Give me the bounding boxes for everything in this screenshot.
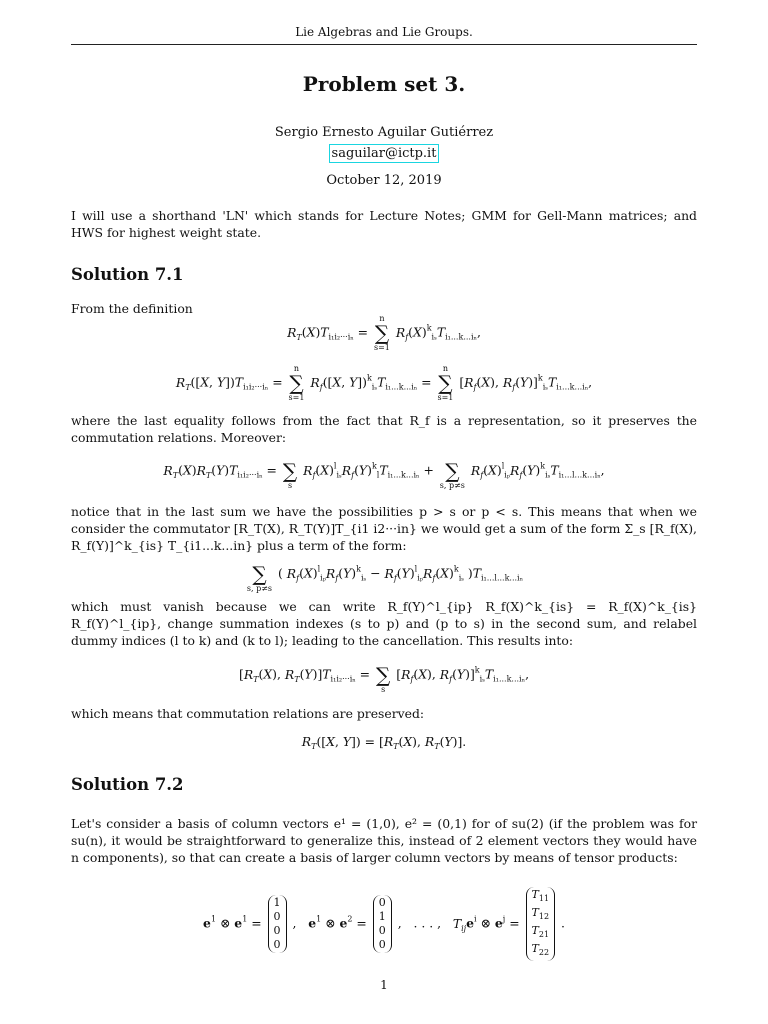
sum-symbol: ∑ s, p≠s	[439, 459, 465, 490]
paragraph-basis: Let's consider a basis of column vectors e¹ = (1,0), e² = (0,1) for of su(2) (if the problem was for su(n), it would be straightforward to generalize this, instead of 2 element vectors they would have n components), so that can create a basis of larger column vectors by means of tensor products:	[71, 816, 697, 865]
email-link[interactable]: saguilar@ictp.it	[329, 144, 440, 163]
sum-symbol: ∑ s	[282, 459, 298, 490]
email-container	[0, 142, 768, 163]
column-vector: 0 1 0 0	[373, 895, 392, 953]
paragraph-representation: where the last equality follows from the fact that R_f is a representation, so it preserves the commutation relations. Moreover:	[71, 413, 697, 445]
equation-tensor-basis: $e^1$ ⊗ $e^1 = 1$ 0 0 0 , $e^1$ ⊗ $e^2 = 0$ 1 0 0 , . . . , $T_{ij}e^i$ ⊗ $e^j = T_{11}$ $T_{12}$ $T_{21}$ $T_{22}$ .	[71, 887, 697, 961]
author-name: Sergio Ernesto Aguilar Gutiérrez	[274, 125, 494, 140]
equation-2: $R_T([X$, $Y])T_{i_1i_2\cdot\cdot\cdot i_n}$ = n ∑ s=1 $R_f([X$, $Y])^k_{i_s}T_{i_1...k...i_n}$ = n ∑ s=1 [$R_f(X)$, $R_f(Y)]^k_{i_s}T_{i_1...k...i_n}$,	[175, 364, 593, 402]
equation-6: $R_T([X$, $Y]) = [R_T(X)$, $R_T(Y)$].	[301, 734, 467, 751]
section-heading-7-1: Solution 7.1	[71, 265, 184, 284]
paragraph-cancellation: which must vanish because we can write R_f(Y)^l_{ip} R_f(X)^k_{is} = R_f(X)^k_{is} R_f(Y)^l_{ip}, change summation indexes (s to p) and (p to s) in the second sum, and relabel dummy indices (l to k) and (k to l); leading to the cancellation. This results into:	[71, 599, 697, 648]
sum-symbol: n ∑ s=1	[374, 314, 390, 352]
equation-4: ∑ s, p≠s ( $R_f(X)^l_{i_p}R_f(Y)^k_{i_s} - R_f(Y)^l_{i_p}R_f(X)^k_{i_s}$ )$T_{i_1...l...k...i_n}$	[71, 555, 697, 593]
header-rule	[71, 44, 697, 45]
paragraph-definition: From the definition	[71, 301, 193, 316]
page-number: 1	[380, 978, 388, 992]
sum-symbol: n ∑ s=1	[437, 364, 454, 402]
document-title: Problem set 3.	[302, 72, 466, 96]
document-date: October 12, 2019	[326, 173, 442, 188]
sum-symbol: ∑ s, p≠s	[246, 562, 273, 593]
intro-paragraph: I will use a shorthand 'LN' which stands for Lecture Notes; GMM for Gell-Mann matrices; and HWS for highest weight state.	[71, 208, 697, 240]
column-vector: $T_{11}$ $T_{12}$ $T_{21}$ $T_{22}$	[526, 887, 556, 961]
equation-5: [$R_T(X)$, $R_T(Y)]T_{i_1i_2\cdot\cdot\cdot i_n}$ = ∑ s [$R_f(X)$, $R_f(Y)]^k_{i_s}T_{i_1...k...i_n}$,	[71, 656, 697, 694]
sum-symbol: n ∑ s=1	[288, 364, 305, 402]
equation-3: $R_T(X)R_T(Y)T_{i_1i_2\cdot\cdot\cdot i_n}$ = ∑ s $R_f(X)^l_{i_s}R_f(Y)^k_lT_{i_1...k...i_n}$ + ∑ s, p≠s $R_f(X)^l_{i_p}R_f(Y)^k_{i_s}T_{i_1...l...k...i_n}$,	[71, 452, 697, 490]
running-title: Lie Algebras and Lie Groups.	[295, 25, 473, 39]
column-vector: 1 0 0 0	[268, 895, 287, 953]
equation-1: $R_T(X)T_{i_1i_2\cdot\cdot\cdot i_n}$ = n ∑ s=1 $R_f(X)^k_{i_s}T_{i_1...k...i_n}$,	[287, 314, 481, 352]
sum-symbol: ∑ s	[376, 663, 391, 694]
paragraph-preserved: which means that commutation relations are preserved:	[71, 706, 425, 721]
paragraph-commutator: notice that in the last sum we have the possibilities p > s or p < s. This means that when we consider the commutator [R_T(X), R_T(Y)]T_{i1 i2···in} we would get a sum of the form Σ_s [R_f(X), R_f(Y)]^k_{is} T_{i1...k...in} plus a term of the form:	[71, 504, 697, 553]
section-heading-7-2: Solution 7.2	[71, 775, 184, 794]
